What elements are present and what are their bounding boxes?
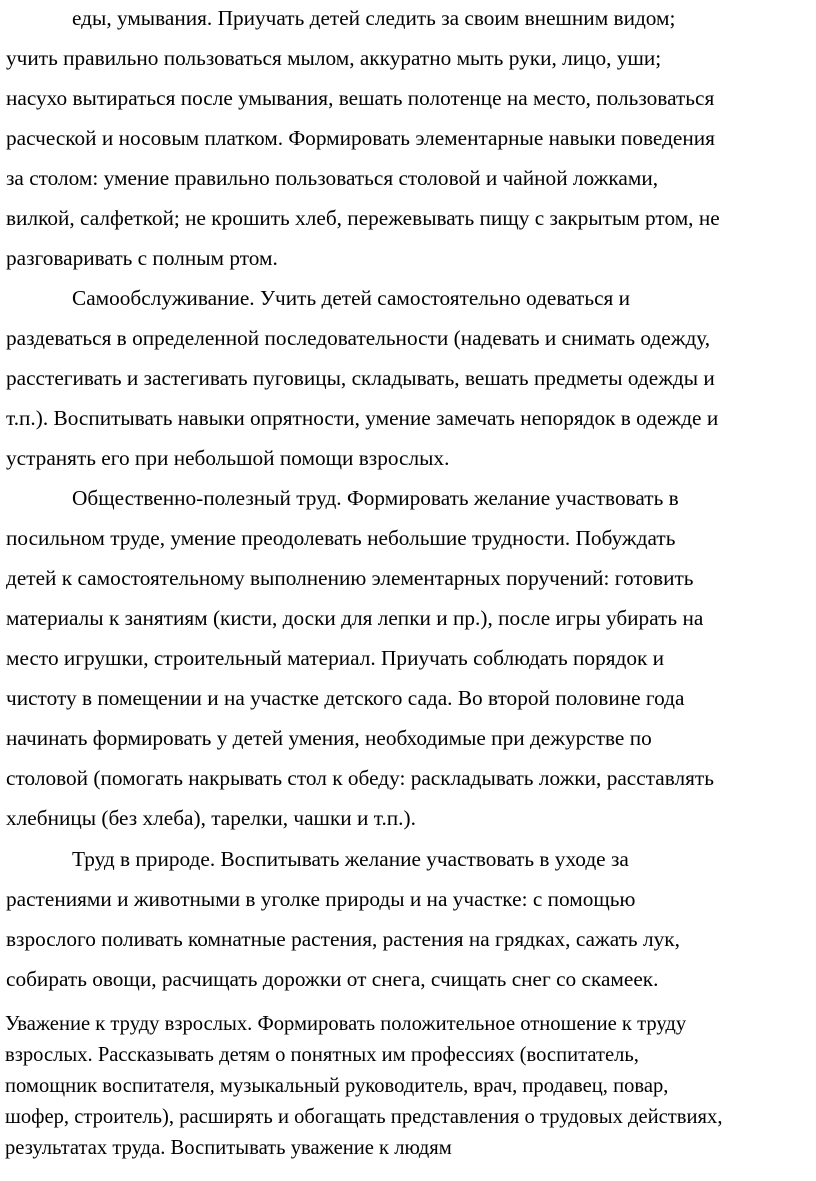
text-line: шофер, строитель), расширять и обогащать представления о трудовых действиях, <box>5 1106 723 1128</box>
paragraph-start-line: Общественно-полезный труд. Формировать желание участвовать в <box>72 486 679 510</box>
text-line: место игрушки, строительный материал. Приучать соблюдать порядок и <box>6 646 665 670</box>
text-line: растениями и животными в уголке природы и на участке: с помощью <box>6 887 636 911</box>
text-line: чистоту в помещении и на участке детского сада. Во второй половине года <box>6 686 685 710</box>
text-line: т.п.). Воспитывать навыки опрятности, умение замечать непорядок в одежде и <box>6 406 719 430</box>
text-line: Уважение к труду взрослых. Формировать положительное отношение к труду <box>5 1013 687 1035</box>
text-line: расстегивать и застегивать пуговицы, складывать, вешать предметы одежды и <box>6 366 715 390</box>
text-line: посильном труде, умение преодолевать небольшие трудности. Побуждать <box>6 526 676 550</box>
text-line: за столом: умение правильно пользоваться столовой и чайной ложками, <box>6 166 659 190</box>
text-line: насухо вытираться после умывания, вешать полотенце на место, пользоваться <box>6 86 715 110</box>
text-line: вилкой, салфеткой; не крошить хлеб, пережевывать пищу с закрытым ртом, не <box>6 206 720 230</box>
text-line: раздеваться в определенной последовательности (надевать и снимать одежду, <box>6 326 711 350</box>
text-line: еды, умывания. Приучать детей следить за своим внешним видом; <box>72 6 676 30</box>
text-line: расческой и носовым платком. Формировать элементарные навыки поведения <box>6 126 715 150</box>
text-line: результатах труда. Воспитывать уважение к людям <box>5 1137 452 1159</box>
text-line: хлебницы (без хлеба), тарелки, чашки и т.п.). <box>6 806 416 830</box>
text-line: взрослого поливать комнатные растения, растения на грядках, сажать лук, <box>6 927 680 951</box>
text-line: детей к самостоятельному выполнению элементарных поручений: готовить <box>6 566 694 590</box>
paragraph-start-line: Самообслуживание. Учить детей самостоятельно одеваться и <box>72 286 631 310</box>
text-line: собирать овощи, расчищать дорожки от снега, счищать снег со скамеек. <box>6 967 659 991</box>
text-line: разговаривать с полным ртом. <box>6 246 278 270</box>
text-line: начинать формировать у детей умения, необходимые при дежурстве по <box>6 726 652 750</box>
text-line: материалы к занятиям (кисти, доски для лепки и пр.), после игры убирать на <box>6 606 704 630</box>
paragraph-start-line: Труд в природе. Воспитывать желание участвовать в уходе за <box>72 847 629 871</box>
text-line: взрослых. Рассказывать детям о понятных им профессиях (воспитатель, <box>5 1044 639 1066</box>
text-line: учить правильно пользоваться мылом, аккуратно мыть руки, лицо, уши; <box>6 46 662 70</box>
text-line: помощник воспитателя, музыкальный руководитель, врач, продавец, повар, <box>5 1075 669 1097</box>
text-line: устранять его при небольшой помощи взрослых. <box>6 446 450 470</box>
text-line: столовой (помогать накрывать стол к обеду: раскладывать ложки, расставлять <box>6 766 714 790</box>
